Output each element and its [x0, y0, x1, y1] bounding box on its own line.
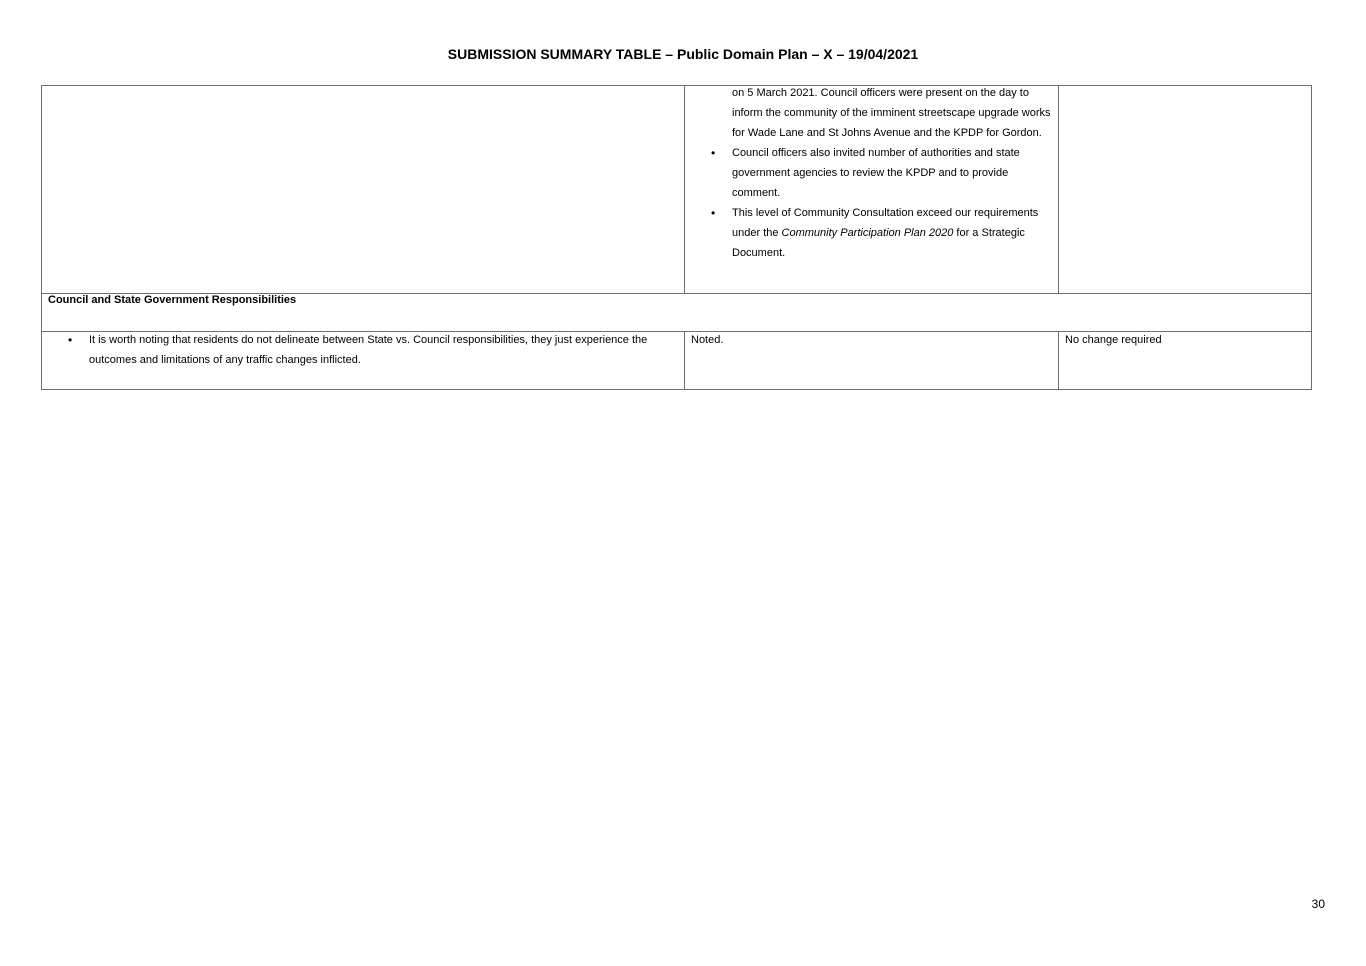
- document-title: Community Participation Plan 2020: [781, 227, 954, 239]
- recommendation-cell: [1059, 332, 1312, 390]
- comment-text: Noted.: [691, 334, 724, 346]
- section-row: [42, 294, 1312, 332]
- table-row: [42, 86, 1312, 294]
- recommendation-text: No change required: [1065, 334, 1162, 346]
- page-number: 30: [1311, 897, 1325, 911]
- list-item: [691, 203, 1052, 263]
- comment-cell: [685, 86, 1059, 294]
- list-item: on 5 March 2021. Council officers were present on the day to inform the community of the imminent streetscape upgrade works for Wade Lane and St Johns Avenue and the KPDP for Gordon.: [732, 87, 1051, 139]
- table-row: [42, 332, 1312, 390]
- list-item: • It is worth noting that residents do not delineate between State vs. Council responsibilities, they just experience the outcomes and limitations of any traffic changes inflicted.: [48, 330, 678, 370]
- submission-list: [48, 330, 678, 370]
- text-segment: This level of Community Consultation exceed our requirements under the: [732, 207, 1039, 239]
- submission-cell: [42, 332, 685, 390]
- submission-summary-table: [41, 85, 1312, 390]
- section-heading: Council and State Government Responsibilities: [42, 294, 1312, 332]
- comment-list: [691, 83, 1052, 263]
- recommendation-cell: [1059, 86, 1312, 294]
- list-item: • Council officers also invited number of authorities and state government agencies to review the KPDP and to provide comment.: [691, 143, 1052, 203]
- submission-cell: [42, 86, 685, 294]
- page-title: SUBMISSION SUMMARY TABLE – Public Domain Plan – X – 19/04/2021: [447, 46, 919, 62]
- comment-cell: [685, 332, 1059, 390]
- text-segment: for a Strategic Document.: [732, 227, 1025, 259]
